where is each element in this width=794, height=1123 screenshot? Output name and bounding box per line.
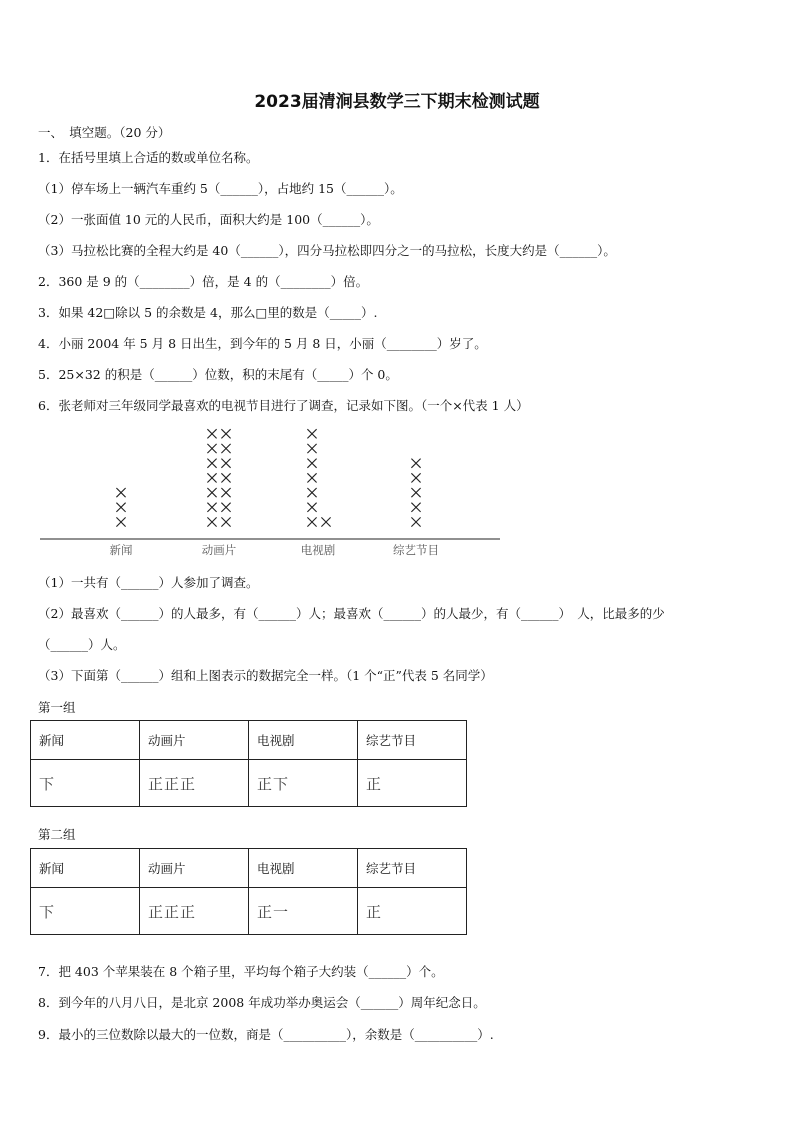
tally-mark-x [207,444,216,453]
table-cell: 正下 [249,760,358,807]
group-1-label: 第一组 [38,700,76,715]
section-heading: 一、 填空题。（20 分） [38,125,171,140]
table-cell: 正正正 [140,760,249,807]
group-2-table [30,848,467,935]
question-6: 6．张老师对三年级同学最喜欢的电视节目进行了调查，记录如下图。（一个×代表 1 人） [38,398,529,413]
tally-mark-x [221,517,230,526]
question-6-part-1: （1）一共有（______）人参加了调查。 [38,575,259,590]
tally-mark-x [116,488,125,497]
tally-mark-x [411,488,420,497]
tally-mark-x [307,517,316,526]
table-cell: 正 [358,760,467,807]
tally-mark-x [221,429,230,438]
category-label: 综艺节目 [393,543,439,557]
question-4: 4．小丽 2004 年 5 月 8 日出生，到今年的 5 月 8 日，小丽（________）岁了。 [38,336,487,351]
tally-mark-x [221,459,230,468]
question-1-part-2: （2）一张面值 10 元的人民币，面积大约是 100（______）。 [38,212,379,227]
category-label: 电视剧 [300,543,336,557]
tally-mark-x [307,503,316,512]
question-7: 7．把 403 个苹果装在 8 个箱子里，平均每个箱子大约装（______）个。 [38,964,444,979]
question-6-part-2-continued: （______）人。 [38,637,126,652]
tally-mark-x [307,459,316,468]
table-cell: 正正正 [140,888,249,935]
page-title: 2023届清涧县数学三下期末检测试题 [254,92,540,112]
tally-mark-x [207,473,216,482]
question-2: 2．360 是 9 的（________）倍，是 4 的（________）倍。 [38,274,369,289]
question-8: 8．到今年的八月八日，是北京 2008 年成功举办奥运会（______）周年纪念日。 [38,995,486,1010]
tally-mark-x [221,473,230,482]
pictograph-chart [0,420,794,570]
tally-mark-x [307,488,316,497]
table-cell: 下 [31,760,140,807]
question-1: 1．在括号里填上合适的数或单位名称。 [38,150,259,165]
tally-mark-x [221,503,230,512]
tally-mark-x [307,444,316,453]
question-6-part-3: （3）下面第（______）组和上图表示的数据完全一样。（1 个“正”代表 5 名同学） [38,668,493,683]
tally-mark-x [307,473,316,482]
tally-mark-x [307,429,316,438]
question-6-part-2: （2）最喜欢（______）的人最多，有（______）人；最喜欢（______）的人最少，有（______） 人，比最多的少 [38,606,665,621]
question-5: 5．25×32 的积是（______）位数，积的末尾有（_____）个 0。 [38,367,398,382]
table-cell: 下 [31,888,140,935]
tally-mark-x [207,517,216,526]
tally-mark-x [116,517,125,526]
table-header: 新闻 [31,721,140,760]
tally-mark-x [207,503,216,512]
table-header: 电视剧 [249,721,358,760]
tally-mark-x [221,488,230,497]
tally-mark-x [411,517,420,526]
question-1-part-1: （1）停车场上一辆汽车重约 5（______），占地约 15（______）。 [38,181,403,196]
table-header: 动画片 [140,849,249,888]
table-cell: 正 [358,888,467,935]
table-header: 动画片 [140,721,249,760]
category-label: 动画片 [201,543,237,557]
table-header: 新闻 [31,849,140,888]
tally-mark-x [411,473,420,482]
table-header: 电视剧 [249,849,358,888]
question-1-part-3: （3）马拉松比赛的全程大约是 40（______），四分马拉松即四分之一的马拉松，长度大约是（______）。 [38,243,616,258]
table-header: 综艺节目 [358,849,467,888]
tally-mark-x [116,503,125,512]
question-3: 3．如果 42□除以 5 的余数是 4，那么□里的数是（_____）. [38,305,378,320]
tally-mark-x [411,503,420,512]
tally-mark-x [207,429,216,438]
tally-mark-x [207,488,216,497]
group-1-table [30,720,467,807]
group-2-label: 第二组 [38,827,76,842]
tally-mark-x [321,517,330,526]
question-9: 9．最小的三位数除以最大的一位数，商是（__________），余数是（__________）. [38,1027,494,1042]
table-header: 综艺节目 [358,721,467,760]
tally-mark-x [221,444,230,453]
tally-mark-x [411,459,420,468]
table-cell: 正一 [249,888,358,935]
tally-mark-x [207,459,216,468]
category-label: 新闻 [109,543,133,557]
